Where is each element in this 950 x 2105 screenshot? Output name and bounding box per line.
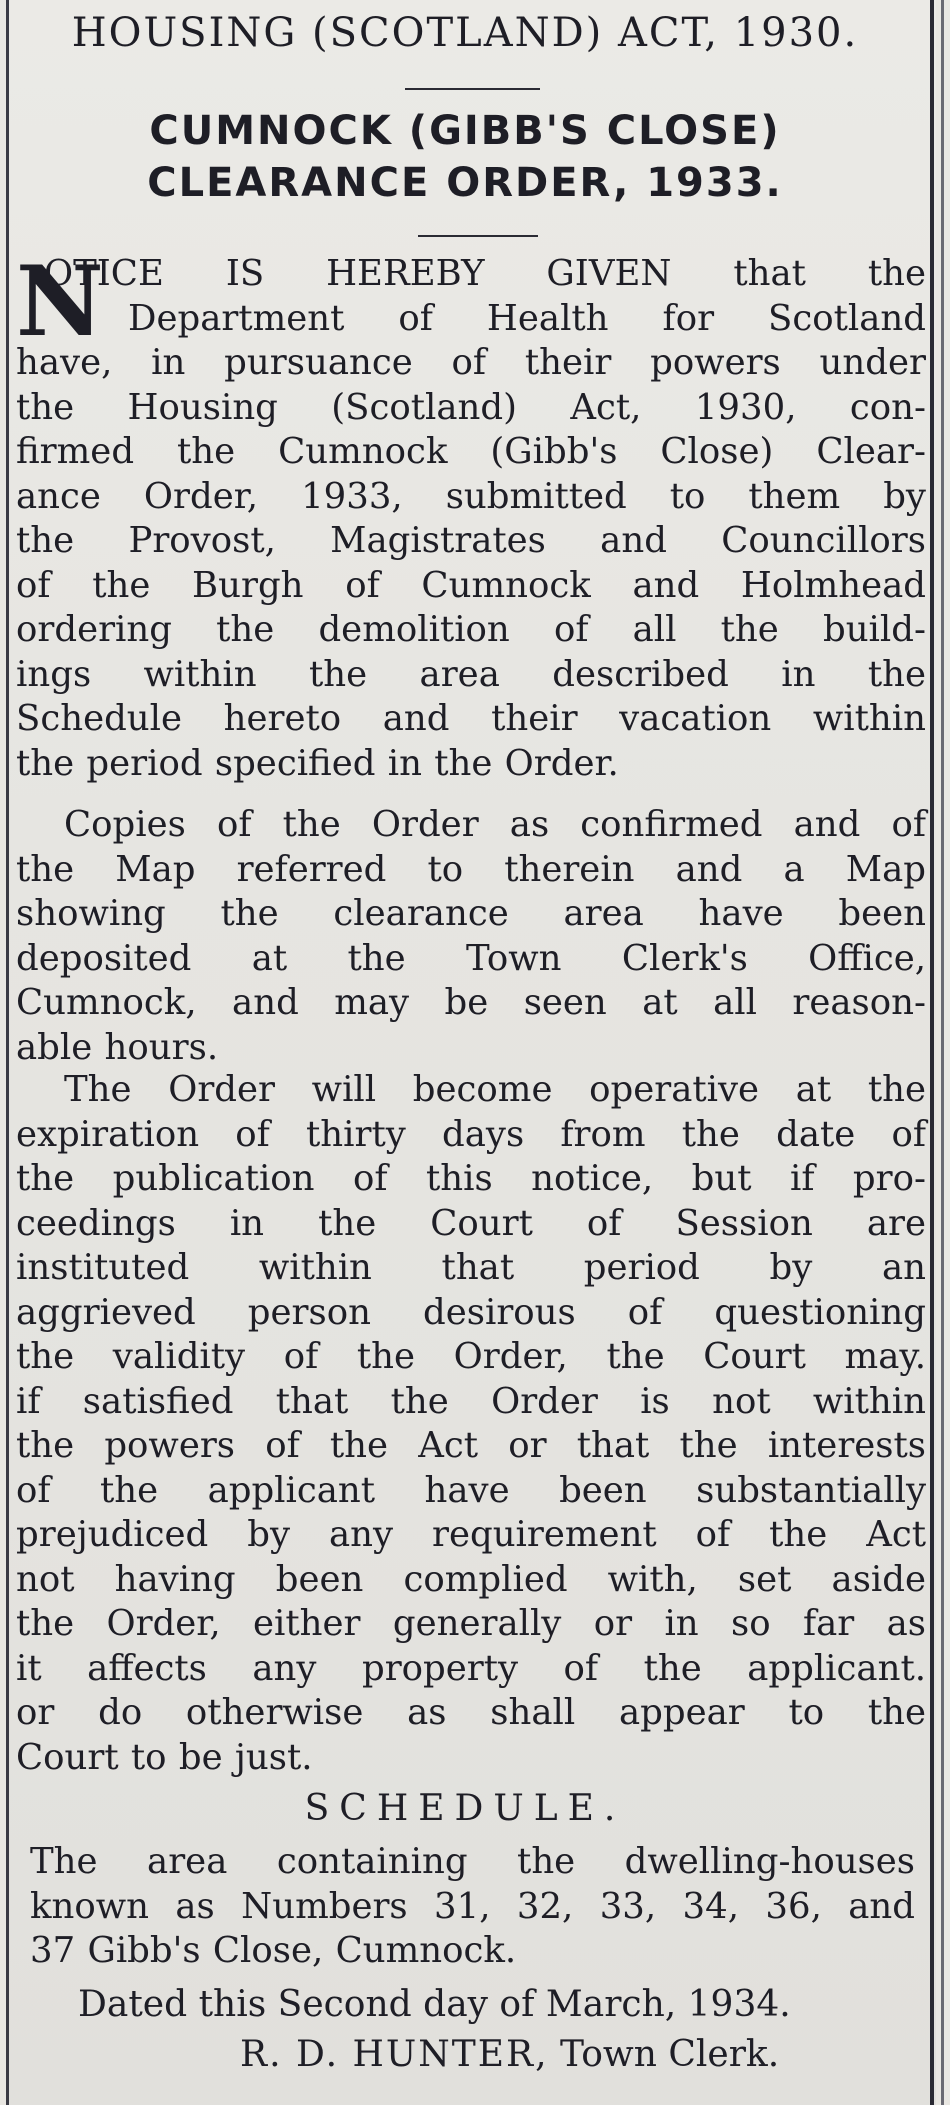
text-line: firmed the Cumnock (Gibb's Close) Clear- <box>16 431 926 472</box>
column-rule-outer <box>941 0 944 2105</box>
text-line: of the Burgh of Cumnock and Holmhead <box>16 564 926 606</box>
notice-paragraph-3 <box>16 1068 926 1780</box>
text-line: The area containing the dwelling-houses <box>30 1841 915 1882</box>
text-line: not having been complied with, set aside <box>16 1558 926 1600</box>
text-line: of the applicant have been substantially <box>16 1469 926 1511</box>
schedule-paragraph <box>30 1840 915 1974</box>
text-line: OTICE IS HEREBY GIVEN that the <box>44 253 926 294</box>
order-title-line-1: CUMNOCK (GIBB'S CLOSE) <box>149 108 781 154</box>
text-line: the Map referred to therein and a Map <box>16 848 926 890</box>
text-line: ings within the area described in the <box>16 653 926 695</box>
text-line: Department of Health for Scotland <box>128 297 926 339</box>
text-line: the validity of the Order, the Court may. <box>16 1336 926 1377</box>
text-line: prejudiced by any requirement of the Act <box>16 1514 926 1555</box>
signature-line <box>240 2034 779 2075</box>
column-rule-right <box>930 0 934 2105</box>
divider-rule <box>418 235 538 237</box>
text-line: the publication of this notice, but if pro- <box>16 1158 926 1199</box>
text-line: have, in pursuance of their powers under <box>16 342 926 383</box>
text-line: the powers of the Act or that the interests <box>16 1425 926 1466</box>
divider-rule <box>405 88 540 90</box>
text-line: ceedings in the Court of Session are <box>16 1202 926 1244</box>
text-line: 37 Gibb's Close, Cumnock. <box>30 1930 517 1971</box>
notice-paragraph-1 <box>16 245 926 786</box>
text-line: deposited at the Town Clerk's Office, <box>16 937 926 979</box>
text-line: the Housing (Scotland) Act, 1930, con- <box>16 386 926 428</box>
text-line: ance Order, 1933, submitted to them by <box>16 475 926 517</box>
text-line: if satisfied that the Order is not within <box>16 1380 926 1422</box>
text-line: it affects any property of the applicant. <box>16 1647 926 1689</box>
text-line: aggrieved person desirous of questioning <box>16 1291 926 1333</box>
text-line: Cumnock, and may be seen at all reason- <box>16 982 926 1023</box>
text-line: the Order, either generally or in so far as <box>16 1603 926 1644</box>
signatory-title: Town Clerk. <box>560 2034 780 2075</box>
text-line: showing the clearance area have been <box>16 893 926 934</box>
text-line: able hours. <box>16 1026 219 1068</box>
text-line: instituted within that period by an <box>16 1247 926 1288</box>
schedule-heading: SCHEDULE. <box>304 1788 626 1829</box>
dated-line: Dated this Second day of March, 1934. <box>78 1984 791 2025</box>
text-line: the Provost, Magistrates and Councillors <box>16 520 926 561</box>
text-line: Schedule hereto and their vacation within <box>16 698 926 739</box>
text-line: Copies of the Order as confirmed and of <box>64 804 926 845</box>
signatory-name: R. D. HUNTER, <box>240 2034 549 2075</box>
drop-cap: N <box>16 245 104 358</box>
text-line: or do otherwise as shall appear to the <box>16 1692 926 1733</box>
text-line: the period specified in the Order. <box>16 742 619 784</box>
act-heading: HOUSING (SCOTLAND) ACT, 1930. <box>71 10 859 56</box>
notice-paragraph-2 <box>16 803 926 1070</box>
text-line: known as Numbers 31, 32, 33, 34, 36, and <box>30 1885 915 1927</box>
order-title-line-2: CLEARANCE ORDER, 1933. <box>147 160 783 206</box>
text-line: ordering the demolition of all the build- <box>16 609 926 650</box>
text-line: Court to be just. <box>16 1736 313 1778</box>
text-line: The Order will become operative at the <box>64 1069 926 1110</box>
text-line: expiration of thirty days from the date of <box>16 1113 926 1155</box>
